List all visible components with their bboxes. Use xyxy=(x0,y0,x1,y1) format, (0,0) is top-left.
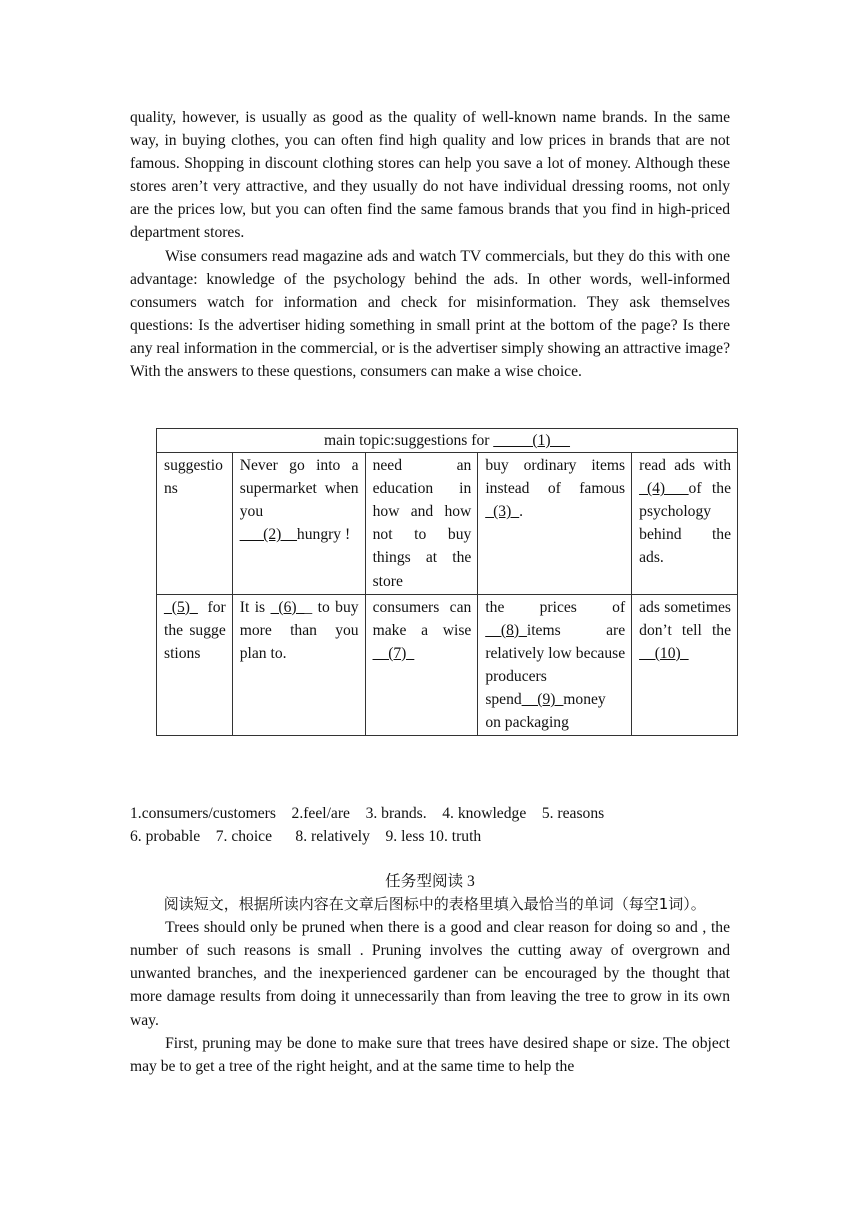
passage-1 xyxy=(130,106,730,383)
passage-paragraph: Wise consumers read magazine ads and watch TV commercials, but they do this with one advantage: knowledge of the psychology behind the ads. In other words, well-informed consumers watch for information and check for misinformation. They ask themselves questions: Is the advertiser hiding something in small print at the bottom of the page? Is there any real information in the commercial, or is the advertiser simply showing an attractive image? With the answers to these questions, consumers can make a wise choice. xyxy=(130,247,730,381)
cell-text: of the psychology behind the ads. xyxy=(639,480,731,567)
table-row xyxy=(157,429,738,453)
blank-3: _(3)_ xyxy=(485,503,520,521)
table-cell xyxy=(632,594,738,736)
cell-text: for the suggestions xyxy=(164,598,226,662)
table-header xyxy=(157,429,738,453)
blank-8: __(8)_ xyxy=(485,621,527,639)
cell-text: buy ordinary items instead of famous xyxy=(485,457,626,498)
cell-text: need an education in how and how not to buy things at the store xyxy=(372,457,472,590)
table-cell xyxy=(478,453,632,595)
blank-10: __(10)_ xyxy=(639,644,689,662)
task-table xyxy=(156,428,738,736)
blank-2: ___(2)__ xyxy=(239,526,297,544)
blank-5: _(5)_ xyxy=(164,598,198,616)
passage-paragraph: quality, however, is usually as good as the quality of well-known name brands. In the same way, in buying clothes, you can often find high quality and low prices in brands that are not famous. Shopping in discount clothing stores can help you save a lot of money. Although these stores aren’t very attractive, and they usually do not have individual dressing rooms, not only are the prices low, but you can often find the same famous brands that you find in high-priced department stores. xyxy=(130,109,730,242)
table-cell xyxy=(632,453,738,595)
cell-text: ads sometimes don’t tell the xyxy=(639,598,731,639)
blank-1: _____(1)__ xyxy=(493,432,571,449)
header-text: main topic:suggestions for xyxy=(323,432,494,449)
passage-paragraph: First, pruning may be done to make sure that trees have desired shape or size. The object may be to get a tree of the right height, and at the same time to help the xyxy=(130,1034,730,1075)
table-cell xyxy=(232,594,365,736)
cell-text: consumers can make a wise xyxy=(372,598,472,639)
blank-7: __(7)_ xyxy=(372,644,415,662)
section-3 xyxy=(130,870,730,1078)
cell-text: . xyxy=(519,503,523,521)
section-title: 任务型阅读 3 xyxy=(385,873,475,890)
table-row xyxy=(157,594,738,736)
answer-line: 1.consumers/customers 2.feel/are 3. brands. 4. knowledge 5. reasons xyxy=(130,805,605,822)
table-cell xyxy=(365,453,478,595)
table-row xyxy=(157,453,738,595)
cell-text: Never go into a supermarket when you xyxy=(239,457,359,521)
cell-text: hungry ! xyxy=(296,526,351,544)
cell-text: It is xyxy=(239,598,271,616)
table-cell xyxy=(478,594,632,736)
answer-line: 6. probable 7. choice 8. relatively 9. less 10. truth xyxy=(130,828,482,845)
answer-key xyxy=(130,802,604,848)
instruction: 阅读短文，根据所读内容在文章后图标中的表格里填入最恰当的单词（每空1词）。 xyxy=(163,895,706,914)
table-cell xyxy=(157,594,233,736)
table-cell xyxy=(157,453,233,595)
cell-text: the prices of xyxy=(485,598,626,616)
table-cell xyxy=(232,453,365,595)
cell-text: money on packaging xyxy=(485,691,606,732)
passage-paragraph: Trees should only be pruned when there is a good and clear reason for doing so and , the number of such reasons is small . Pruning involves the cutting away of overgrown and unwanted branches, and the inexperienced gardener can be encouraged by the thought that more damage results from doing it unnecessarily than from leaving the tree to grow in its own way. xyxy=(130,919,730,1029)
table-cell xyxy=(365,594,478,736)
blank-9: __(9)_ xyxy=(521,691,564,709)
cell-text: items are relatively low because producers spend xyxy=(485,621,626,709)
cell-text: _ to buy more than you plan to. xyxy=(239,598,359,662)
cell-text: suggestions xyxy=(164,457,223,498)
blank-6: _(6)_ xyxy=(270,598,305,616)
cell-text: read ads with xyxy=(639,457,731,475)
blank-4: _(4)___ xyxy=(639,480,689,498)
